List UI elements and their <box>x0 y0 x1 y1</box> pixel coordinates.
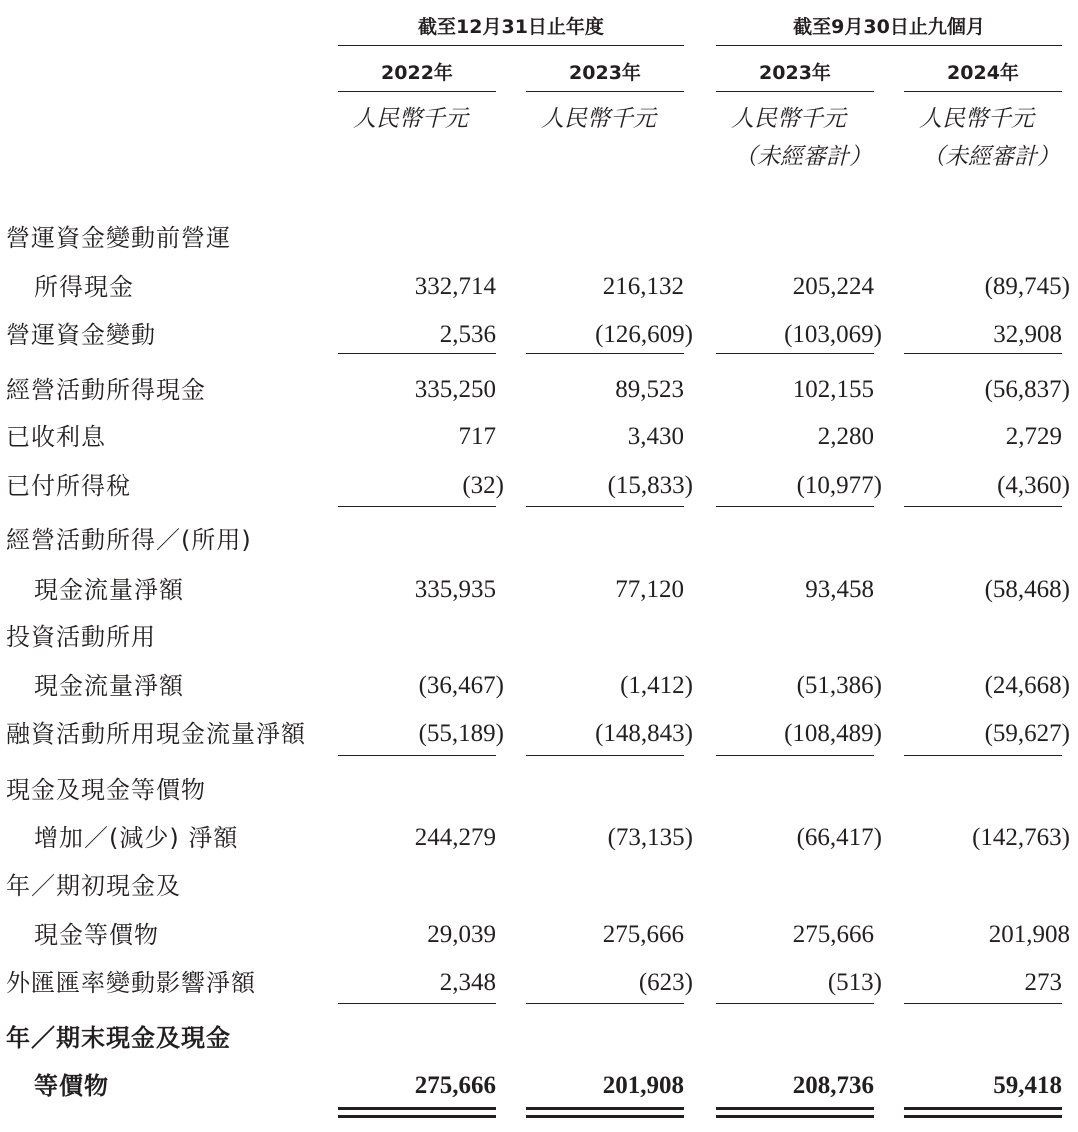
cell-r5-c3: (10,977) <box>796 472 882 499</box>
subtotal-rule3-c4 <box>904 755 1062 756</box>
cell-r17-c3: 208,736 <box>792 1072 874 1099</box>
row-label-3: 經營活動所得現金 <box>6 376 206 404</box>
total-rule-top-c4 <box>904 1107 1062 1110</box>
unit-label-2: 人民幣千元 <box>541 106 656 131</box>
row-label-17: 等價物 <box>34 1072 109 1100</box>
subtotal-rule2-c4 <box>904 506 1062 507</box>
subtotal-rule2-c1 <box>338 506 496 507</box>
cell-r10-c1: (55,189) <box>418 720 504 747</box>
cell-r10-c2: (148,843) <box>595 720 693 747</box>
cell-r4-c4: 2,729 <box>1005 423 1062 450</box>
cell-r5-c4: (4,360) <box>997 472 1070 499</box>
cell-r12-c3: (66,417) <box>796 824 882 851</box>
subtotal-rule4-c3 <box>716 1003 874 1004</box>
year-header-3: 2023年 <box>759 62 831 84</box>
cell-r2-c1: 2,536 <box>439 321 496 348</box>
row-label-6: 經營活動所得／(所用) <box>6 526 252 554</box>
row-label-13: 年／期初現金及 <box>6 872 181 900</box>
subtotal-rule3-c2 <box>526 755 684 756</box>
cell-r2-c4: 32,908 <box>993 321 1062 348</box>
row-label-9: 現金流量淨額 <box>34 672 184 700</box>
row-label-1: 所得現金 <box>34 273 134 301</box>
cell-r4-c3: 2,280 <box>817 423 874 450</box>
cell-r1-c4: (89,745) <box>984 273 1070 300</box>
cell-r2-c2: (126,609) <box>595 321 693 348</box>
row-label-15: 外匯匯率變動影響淨額 <box>6 969 256 997</box>
year-header-1: 2022年 <box>381 62 453 84</box>
cell-r15-c3: (513) <box>827 969 882 996</box>
unit-label-4: 人民幣千元 <box>919 106 1034 131</box>
year-header-4: 2024年 <box>947 62 1019 84</box>
subtotal-rule2-c3 <box>716 506 874 507</box>
cell-r14-c2: 275,666 <box>602 921 684 948</box>
subtotal-rule-c3 <box>716 353 874 354</box>
cell-r9-c4: (24,668) <box>984 672 1070 699</box>
total-rule-bottom-c3 <box>716 1115 874 1118</box>
row-label-12: 增加／(減少) 淨額 <box>34 824 239 852</box>
cell-r9-c2: (1,412) <box>620 672 693 699</box>
cell-r5-c2: (15,833) <box>607 472 693 499</box>
cell-r15-c4: 273 <box>1024 969 1062 996</box>
cell-r15-c2: (623) <box>638 969 693 996</box>
cell-r3-c1: 335,250 <box>414 376 496 403</box>
cell-r17-c4: 59,418 <box>993 1072 1062 1099</box>
row-label-2: 營運資金變動 <box>6 321 156 349</box>
subtotal-rule-c4 <box>904 353 1062 354</box>
cell-r3-c4: (56,837) <box>984 376 1070 403</box>
subtotal-rule-c2 <box>526 353 684 354</box>
cell-r17-c2: 201,908 <box>602 1072 684 1099</box>
year-underline-3 <box>716 91 874 92</box>
year-header-2: 2023年 <box>569 62 641 84</box>
cell-r12-c2: (73,135) <box>607 824 693 851</box>
row-label-10: 融資活動所用現金流量淨額 <box>6 720 306 748</box>
unit-label-1: 人民幣千元 <box>353 106 468 131</box>
year-underline-1 <box>338 91 496 92</box>
cell-r7-c1: 335,935 <box>414 576 496 603</box>
cell-r3-c3: 102,155 <box>792 376 874 403</box>
cell-r7-c4: (58,468) <box>984 576 1070 603</box>
row-label-4: 已收利息 <box>6 423 106 451</box>
cell-r9-c3: (51,386) <box>796 672 882 699</box>
total-rule-bottom-c4 <box>904 1115 1062 1118</box>
cell-r4-c1: 717 <box>458 423 496 450</box>
subtotal-rule3-c3 <box>716 755 874 756</box>
subtotal-rule4-c2 <box>526 1003 684 1004</box>
row-label-16: 年／期末現金及現金 <box>6 1024 231 1052</box>
row-label-5: 已付所得稅 <box>6 472 131 500</box>
group-underline-interim <box>716 45 1062 46</box>
row-label-0: 營運資金變動前營運 <box>6 224 231 252</box>
unaudited-label-3: （未經審計） <box>734 144 872 169</box>
cell-r15-c1: 2,348 <box>439 969 496 996</box>
cell-r14-c1: 29,039 <box>427 921 496 948</box>
cell-r3-c2: 89,523 <box>615 376 684 403</box>
subtotal-rule3-c1 <box>338 755 496 756</box>
group-underline-annual <box>338 45 684 46</box>
cell-r1-c3: 205,224 <box>792 273 874 300</box>
cell-r7-c2: 77,120 <box>615 576 684 603</box>
total-rule-bottom-c1 <box>338 1115 496 1118</box>
total-rule-top-c3 <box>716 1107 874 1110</box>
unit-label-3: 人民幣千元 <box>731 106 846 131</box>
cell-r7-c3: 93,458 <box>805 576 874 603</box>
cell-r1-c1: 332,714 <box>414 273 496 300</box>
year-underline-4 <box>904 91 1062 92</box>
cell-r2-c3: (103,069) <box>784 321 882 348</box>
cell-r14-c4: 201,908 <box>988 921 1070 948</box>
cell-r12-c1: 244,279 <box>414 824 496 851</box>
subtotal-rule-c1 <box>338 353 496 354</box>
row-label-8: 投資活動所用 <box>6 623 156 651</box>
year-underline-2 <box>526 91 684 92</box>
cell-r12-c4: (142,763) <box>972 824 1070 851</box>
total-rule-top-c2 <box>526 1107 684 1110</box>
cell-r9-c1: (36,467) <box>418 672 504 699</box>
cell-r5-c1: (32) <box>462 472 504 499</box>
row-label-11: 現金及現金等價物 <box>6 776 206 804</box>
cell-r10-c3: (108,489) <box>784 720 882 747</box>
total-rule-top-c1 <box>338 1107 496 1110</box>
subtotal-rule4-c1 <box>338 1003 496 1004</box>
subtotal-rule2-c2 <box>526 506 684 507</box>
subtotal-rule4-c4 <box>904 1003 1062 1004</box>
row-label-14: 現金等價物 <box>34 921 159 949</box>
unaudited-label-4: （未經審計） <box>922 144 1060 169</box>
cell-r10-c4: (59,627) <box>984 720 1070 747</box>
group-header-annual: 截至12月31日止年度 <box>418 16 604 38</box>
cell-r4-c2: 3,430 <box>627 423 684 450</box>
group-header-interim: 截至9月30日止九個月 <box>793 16 985 38</box>
row-label-7: 現金流量淨額 <box>34 576 184 604</box>
total-rule-bottom-c2 <box>526 1115 684 1118</box>
cell-r1-c2: 216,132 <box>602 273 684 300</box>
cell-r17-c1: 275,666 <box>414 1072 496 1099</box>
cell-r14-c3: 275,666 <box>792 921 874 948</box>
